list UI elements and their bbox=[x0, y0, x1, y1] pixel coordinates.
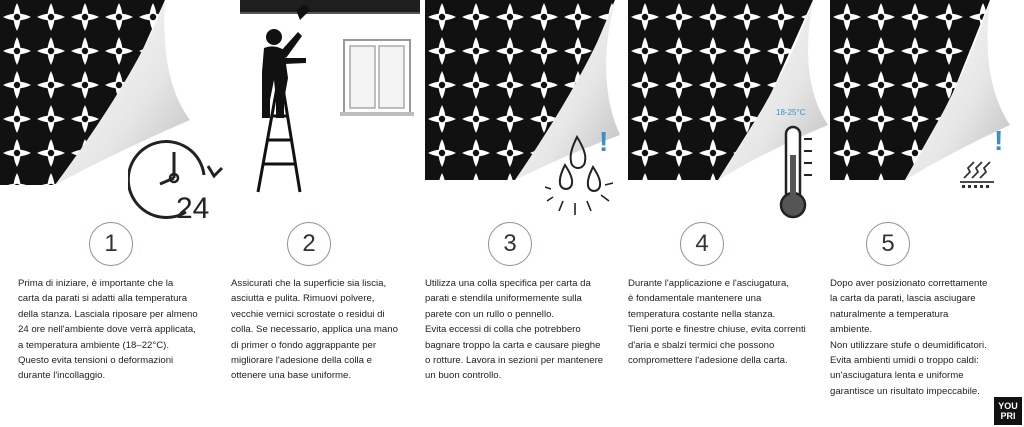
water-drops-icon bbox=[545, 125, 620, 220]
step-number-3: 3 bbox=[488, 222, 532, 266]
logo-line-2: PRI bbox=[1000, 411, 1016, 421]
clock-24h-icon bbox=[128, 130, 228, 225]
step-number-2: 2 bbox=[287, 222, 331, 266]
exclamation-mark-icon: ! bbox=[599, 126, 609, 157]
clock-24-label: 24 bbox=[176, 192, 210, 225]
step-number-4: 4 bbox=[680, 222, 724, 266]
step-description-4: Durante l'applicazione e l'asciugatura, è fondamentale mantenere una temperatura costante nella stanza. Tieni porte e finestre chiuse, evita correnti d'aria e sbalzi termici che possono compromettere l'adesione della carta. bbox=[628, 278, 806, 367]
heat-warning-icon bbox=[958, 122, 1008, 192]
thermometer-icon bbox=[772, 105, 824, 220]
exclamation-mark-icon: ! bbox=[994, 125, 1004, 156]
window-graphic bbox=[340, 40, 414, 116]
step-number-5: 5 bbox=[866, 222, 910, 266]
logo-line-1: YOU bbox=[998, 401, 1018, 411]
step-description-5: Dopo aver posizionato correttamente la carta da parati, lascia asciugare naturalmente a temperatura ambiente. Non utilizzare stufe o deumidificatori. Evita ambienti umidi o troppo caldi: un'asciugatura lenta e uniforme garantisce un risultato impeccabile. bbox=[830, 278, 988, 397]
temperature-range-label: 18-25°C bbox=[776, 108, 806, 117]
step-description-2: Assicurati che la superficie sia liscia, asciutta e pulita. Rimuovi polvere, vecchie vernici scrostate o residui di colla. Se necessario, applica una mano di primer o fondo aggrappante per migliorare l'adesione della colla e ottenere una base uniforme. bbox=[231, 278, 398, 382]
painter-ladder-icon bbox=[240, 0, 420, 200]
step-description-1: Prima di iniziare, è importante che la carta da parati si adatti alla temperatura della stanza. Lasciala riposare per almeno 24 ore nell'ambiente dove verrà applicata, a temperatura ambiente (18–22°C). Questo evita tensioni o deformazioni durante l'incollaggio. bbox=[18, 278, 198, 382]
step-description-3: Utilizza una colla specifica per carta da parati e stendila uniformemente sulla parete con un rullo o pennello. Evita eccessi di colla che potrebbero bagnare troppo la carta e causare pieghe o rotture. Lavora in sezioni per mantenere un buon controllo. bbox=[425, 278, 604, 382]
brand-logo bbox=[994, 397, 1022, 425]
step-number-1: 1 bbox=[89, 222, 133, 266]
